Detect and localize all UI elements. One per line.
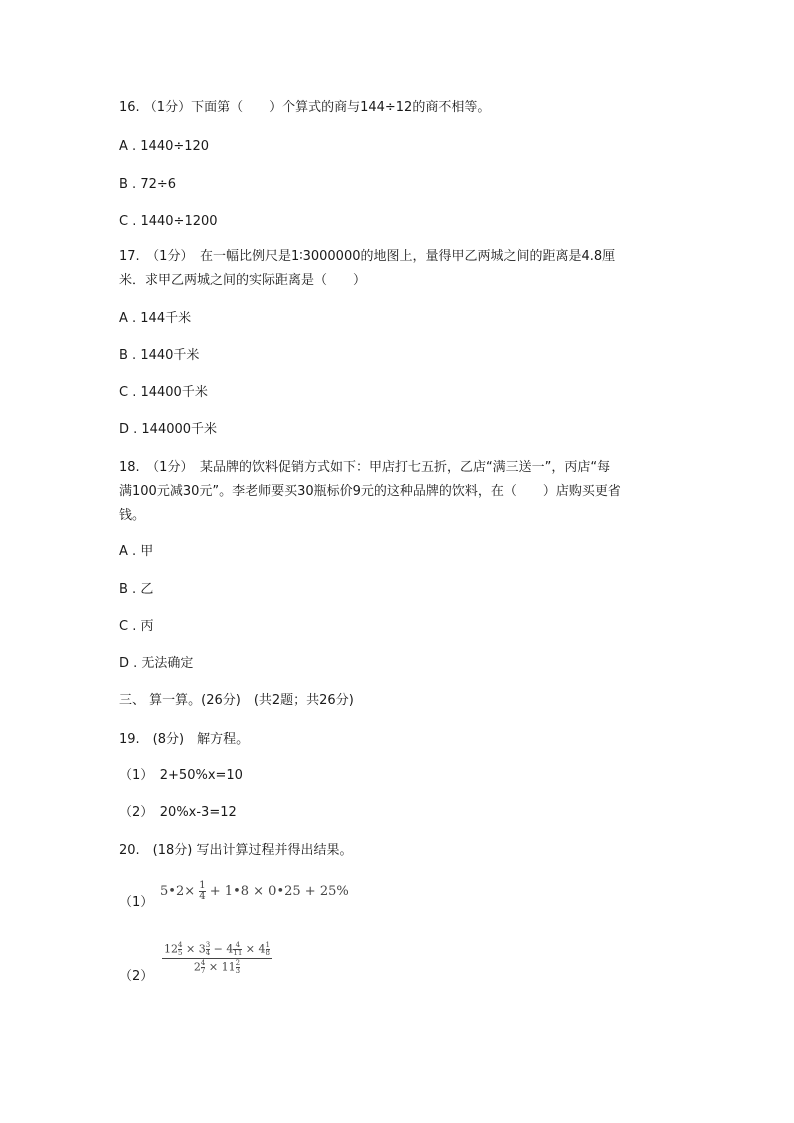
q16-option-c[interactable]: C . 1440÷1200 — [119, 214, 218, 229]
q18-stem-line2: 满100元减30元”。李老师要买30瓶标价9元的这种品牌的饮料，在（ ）店购买更省 — [119, 484, 621, 499]
q17-option-c[interactable]: C . 14400千米 — [119, 385, 208, 400]
q18-option-d[interactable]: D . 无法确定 — [119, 656, 194, 671]
q19-stem: 19. (8分) 解方程。 — [119, 732, 250, 747]
q18-option-a[interactable]: A . 甲 — [119, 544, 154, 559]
section-3-title: 三、 算一算。(26分) (共2题；共26分) — [119, 693, 354, 708]
q20-part1-label: （1） — [119, 895, 154, 910]
q17-option-b[interactable]: B . 1440千米 — [119, 348, 200, 363]
q17-stem-line1: 17. （1分） 在一幅比例尺是1∶3000000的地图上，量得甲乙两城之间的距离是4.8厘 — [119, 249, 616, 264]
q16-stem: 16. （1分）下面第（ ）个算式的商与144÷12的商不相等。 — [119, 100, 491, 115]
fraction-one-quarter: $\frac{1}{4}$ — [199, 880, 206, 902]
q20-part2-numerator: 12 $\frac{4}{5}$ × 3 $\frac{3}{4}$ − 4 $\frac{4}{11}$ × 4 $\frac{1}{8}$ — [164, 941, 270, 957]
q20-stem: 20. (18分) 写出计算过程并得出结果。 — [119, 843, 353, 858]
q20-part2-fraction-bar — [162, 958, 272, 959]
q19-part-2: （2） 20%x-3=12 — [119, 805, 237, 820]
q17-stem-line2: 米．求甲乙两城之间的实际距离是（ ） — [119, 273, 367, 288]
q18-option-b[interactable]: B . 乙 — [119, 582, 154, 597]
q18-stem-line3: 钱。 — [119, 508, 146, 523]
q20-part2-denominator: 2 $\frac{4}{7}$ × 11 $\frac{2}{3}$ — [193, 959, 241, 975]
q20-part2-label: （2） — [119, 969, 154, 984]
q20-part1-expression: 5•2× $\frac{1}{4}$ + 1•8 × 0•25 + 25% — [160, 880, 349, 902]
q16-option-b[interactable]: B . 72÷6 — [119, 177, 177, 192]
q20-part2-expression — [162, 942, 272, 975]
q18-option-c[interactable]: C . 丙 — [119, 619, 154, 634]
q17-option-a[interactable]: A . 144千米 — [119, 311, 192, 326]
q19-part-1: （1） 2+50%x=10 — [119, 768, 243, 783]
q16-option-a[interactable]: A . 1440÷120 — [119, 139, 210, 154]
q18-stem-line1: 18. （1分） 某品牌的饮料促销方式如下：甲店打七五折，乙店“满三送一”，丙店“每 — [119, 460, 611, 475]
q17-option-d[interactable]: D . 144000千米 — [119, 422, 218, 437]
